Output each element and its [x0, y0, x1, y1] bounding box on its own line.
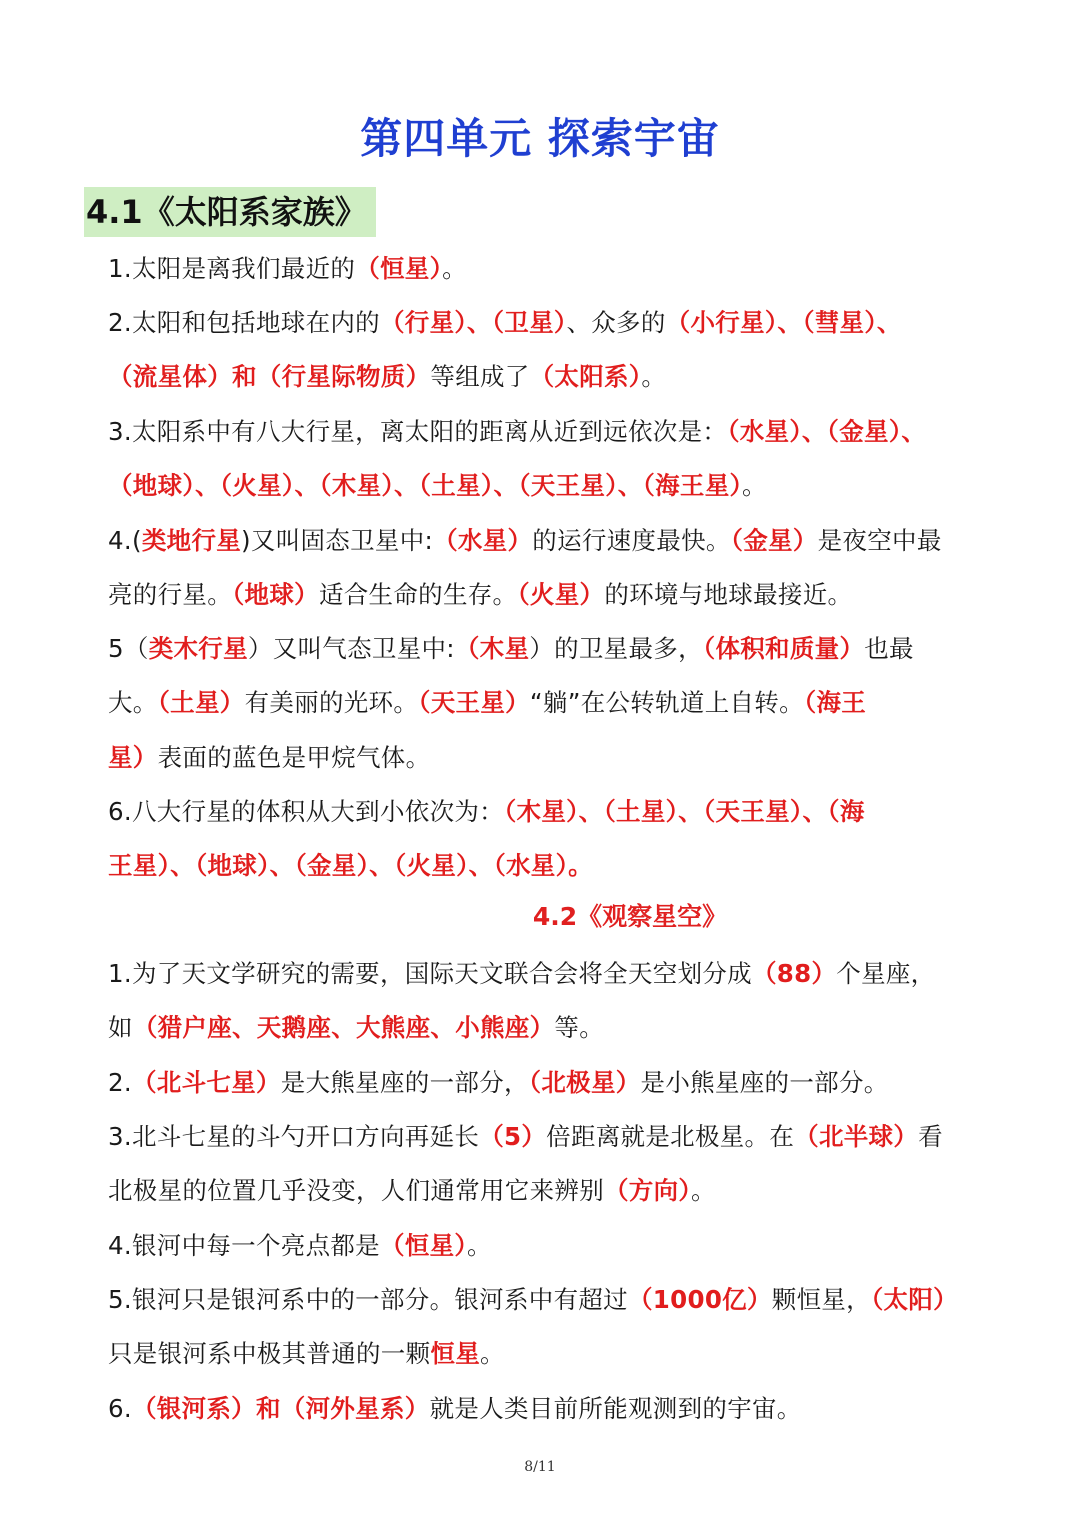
paragraph	[108, 242, 1008, 296]
body-text: 1.为了天文学研究的需要，国际天文联合会将全天空划分成	[108, 959, 752, 988]
page-number: 8/11	[524, 1459, 556, 1475]
answer-text: （北极星）	[528, 1068, 641, 1097]
body-text: 2.太阳和包括地球在内的	[108, 308, 380, 337]
text-line	[108, 1327, 1008, 1381]
answer-text: （银河系）和（河外星系）	[131, 1394, 430, 1423]
body-text: 北极星的位置几乎没变，人们通常用它来辨别	[108, 1176, 604, 1206]
body-text: “躺”在公转轨道上自转。	[529, 688, 804, 718]
paragraph	[108, 622, 1008, 785]
text-line	[108, 1110, 1008, 1164]
text-line	[108, 1001, 1008, 1055]
body-text: 是夜空中最	[817, 526, 942, 555]
body-text: 适合生命的生存。	[318, 580, 518, 610]
answer-text: （地球）、（火星）、（木星）、（土星）、（天王星）、（海王星）	[108, 471, 743, 501]
paragraph	[108, 1056, 1008, 1110]
answer-text: （体积和质量）	[702, 634, 865, 663]
text-line	[108, 405, 1008, 459]
body-text: 是大熊星座的一部分，	[280, 1068, 529, 1097]
answer-text: （北半球）	[794, 1122, 919, 1151]
text-line	[108, 1382, 1008, 1436]
body-text: )又叫固态卫星中:	[241, 526, 434, 555]
body-text: 的运行速度最快。	[532, 526, 731, 555]
body-text: 1.太阳是离我们最近的	[108, 254, 356, 283]
answer-text: （太阳系）	[529, 362, 642, 392]
text-line	[108, 731, 1008, 785]
text-line	[108, 459, 1008, 513]
text-line	[108, 242, 1008, 296]
paragraph	[108, 405, 1008, 514]
answer-text: 类木行星	[148, 634, 248, 663]
paragraph	[108, 1382, 1008, 1436]
paragraph	[108, 947, 1008, 1056]
answer-text: 恒星	[430, 1339, 481, 1369]
answer-text: （1000亿）	[627, 1285, 772, 1314]
text-line	[108, 296, 1008, 350]
text-line	[108, 1056, 1008, 1110]
answer-text: （恒星）	[355, 254, 443, 283]
body-text: 等。	[554, 1013, 605, 1043]
answer-text: （天王星）	[418, 688, 530, 718]
body-text: 4.(	[108, 526, 142, 555]
answer-text: （火星）	[517, 580, 605, 610]
text-line	[108, 1219, 1008, 1273]
text-line	[108, 947, 1008, 1001]
answer-text: （海王	[803, 688, 867, 718]
answer-text: （88）	[751, 959, 837, 988]
paragraph	[108, 785, 1008, 894]
body-text: ）的卫星最多，	[529, 634, 703, 663]
body-text: 表面的蓝色是甲烷气体。	[157, 742, 431, 772]
body-text: 只是银河系中极其普通的一颗	[108, 1339, 431, 1369]
body-text: 2.	[108, 1068, 132, 1097]
text-line	[108, 785, 1008, 839]
text-line	[108, 514, 1008, 568]
paragraph	[108, 296, 1008, 405]
body-text: 6.八大行星的体积从大到小依次为：	[108, 797, 504, 826]
body-text: 大。	[108, 688, 158, 718]
paragraph	[108, 514, 1008, 623]
body-text: 也最	[864, 634, 914, 663]
body-text: 个星座，	[836, 959, 936, 988]
answer-text: （水星）	[433, 526, 533, 555]
body-text: 。	[466, 1231, 492, 1260]
body-text: 就是人类目前所能观测到的宇宙。	[429, 1394, 802, 1423]
answer-text: （水星）、（金星）、	[727, 417, 927, 446]
body-text: 。	[442, 254, 467, 283]
body-text: 、众多的	[566, 308, 666, 337]
text-line	[108, 350, 1008, 404]
section-heading-solar-system: 4.1《太阳系家族》	[84, 187, 376, 237]
text-line	[108, 622, 1008, 676]
body-text: ）又叫气态卫星中:	[247, 634, 455, 663]
text-line	[108, 839, 1008, 893]
body-text: 。	[480, 1339, 505, 1369]
body-text: 颗恒星，	[771, 1285, 871, 1314]
answer-text: （流星体）和（行星际物质）	[108, 362, 431, 392]
text-line	[108, 568, 1008, 622]
body-text: 亮的行星。	[108, 580, 232, 610]
answer-text: （太阳）	[870, 1285, 958, 1314]
body-text: 等组成了	[430, 362, 530, 392]
answer-text: （金星）	[730, 526, 818, 555]
body-text: 5.银河只是银河系中的一部分。银河系中有超过	[108, 1285, 628, 1314]
answer-text: （恒星）	[379, 1231, 467, 1260]
paragraph	[108, 1273, 1008, 1382]
body-text: 5（	[108, 634, 149, 663]
section-heading-star-observation: 4.2《观察星空》	[532, 902, 728, 931]
body-text: 的环境与地球最接近。	[604, 580, 853, 610]
body-text: 。	[641, 362, 667, 392]
body-text: 是小熊星座的一部分。	[640, 1068, 889, 1097]
body-text: 。	[742, 471, 767, 501]
answer-text: （木星）、（土星）、（天王星）、（海	[503, 797, 865, 826]
body-text: 如	[108, 1013, 133, 1043]
answer-text: 星）	[108, 742, 158, 772]
answer-text: 类地行星	[141, 526, 242, 555]
body-text: 3.北斗七星的斗勺开口方向再延长	[108, 1122, 480, 1151]
body-text: 3.太阳系中有八大行星，离太阳的距离从近到远依次是：	[108, 417, 728, 446]
answer-text: （土星）	[157, 688, 245, 718]
answer-text: （木星	[454, 634, 530, 663]
body-text: 6.	[108, 1394, 132, 1423]
paragraph	[108, 1219, 1008, 1273]
answer-text: （地球）	[232, 580, 319, 610]
body-text: 。	[690, 1176, 716, 1206]
body-text: 4.银河中每一个亮点都是	[108, 1231, 380, 1260]
answer-text: （方向）	[604, 1176, 691, 1206]
text-line	[108, 1164, 1008, 1218]
paragraph	[108, 1110, 1008, 1219]
text-line	[108, 1273, 1008, 1327]
body-text: 倍距离就是北极星。在	[546, 1122, 795, 1151]
body-text: 有美丽的光环。	[244, 688, 419, 718]
answer-text: （猎户座、天鹅座、大熊座、小熊座）	[132, 1013, 555, 1043]
answer-text: 王星）、（地球）、（金星）、（火星）、（水星）。	[108, 851, 593, 881]
answer-text: （北斗七星）	[131, 1068, 281, 1097]
page-title: 第四单元 探索宇宙	[360, 114, 720, 163]
body-text: 看	[918, 1122, 943, 1151]
answer-text: （行星）、（卫星）	[379, 308, 567, 337]
text-line	[108, 676, 1008, 730]
answer-text: （小行星）、（彗星）、	[665, 308, 902, 337]
answer-text: （5）	[479, 1122, 547, 1151]
